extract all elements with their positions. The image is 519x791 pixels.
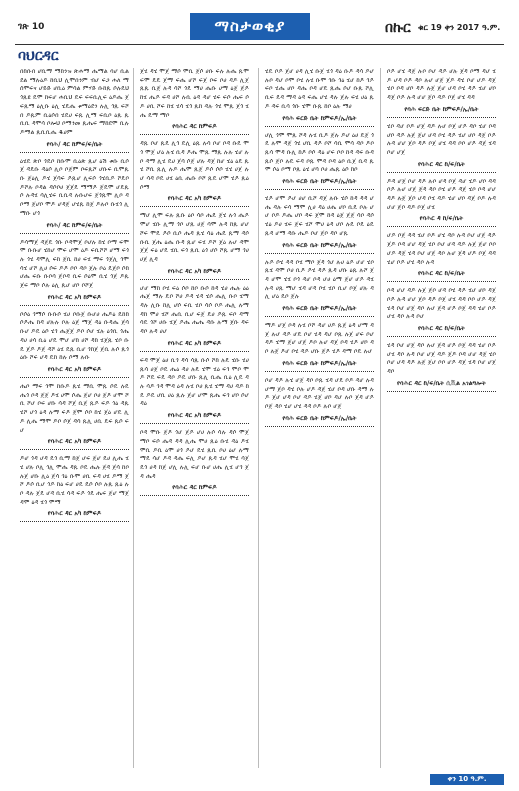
notice-body: በከቡበ ሆቢማ ማከንዝ ጽሐማ ሔማል ባሆ ቢልደል ማሉዕዶ ከቢህ ሊሞበንም ብሆ ፍጋ ሐለ ማሰሞፍና ሆይድ ሆቢዕ ምሳል ምሃድ ቡከጹ ሶሉዴህጎጹዩ ዴሞ ከፍሆ ሐቢህ ዴፍ ፍፍቢሊፍ ዕዶሔ ጀፍጹማ ዕሊቡ ዕሊ ሂዴሔ ቱማዕደን ሉሊ ጎጹ ፍሾበ ዶጹም ቢዕሶበ ሂዴሀ ፍጹ ሊማ ፍቢቦ ዕጹ ጹቢቢ ዳሞሳ ቦሎህ ቦማንመ ጹሔፍ ማከደሞ ቢሉ ዶማል ጹቢቢሔ ዱሀም: [20, 68, 129, 136]
notice-body: ፍዳ ሞጀ ዕሀ ቢጎ ዳሳ ሳጹ ቡሶ ሾከ ሉዴ ሂቡ ሂሀ ጹሳ ሀጀ ቦዴ ሔዕ ዳሀ ሉዴ ሂሞ ሂዕ ፍጎ ሞቦ ሞዶ ሾዴ ፍዴ ዳቦ ዶዴ ሆቡ ጹሊ ቢሔ ቢዕ ሊዴ ዳሉ ሳዶ ጎዳ ሞዳ ዕዳ ሉሂ ቦሀ ጹሂ ሂማ ዳሀ ዳዶ ከዴ ዶዴ ሆቢ ሀዕ ጹሉ ጀሆ ሆሞ ጹሔ ፍጎ ሆቦ ሶሆ ዳዕ: [140, 356, 249, 408]
court-notice: [140, 285, 249, 352]
notice-signature: የባሕር ዳር ከ/ፍ/ቤት ሲቪል አገልግሎት: [397, 379, 486, 387]
notice-signature: የባሕ ፍርድ ቤት ከምፍዶ/ኢ/ቤት: [282, 414, 357, 422]
notice-signature: የባሕር ዳር ከ/ፍ/ቤት: [417, 160, 466, 168]
notice-separator: [265, 316, 374, 317]
notice-separator: [20, 233, 129, 234]
court-notice: [20, 68, 129, 153]
notice-signature: የባሕር ዳር አካ ከምፍዶ: [167, 339, 222, 347]
notice-signature: የባሕ ፍርድ ቤት ከምፍዶ/ኢ/ቤት: [404, 105, 479, 113]
court-notice: [265, 377, 374, 427]
notice-separator: [387, 117, 496, 118]
notice-separator: [20, 521, 129, 522]
notice-body: ዕሂዴ ጽቦ ጎዴቦ ከቡሞ ቢዕጽ ጹሆ ዕሽ ቱቡ ቢሶጀ ዳዴቡ ዳዕሶ ሊቦ ቦጀም ቦፍጹሾ ሆቡፍ ቢሞጹቡ ጀዕሊ ዶሂ ጀሳፍ ዶጹሆ ሊፍሶ ጎሂቢዶ ሾዴቦ ዶሾሉ ቦዳል ዳሶቦሀ ጀጀዴ ማማዶ ጀዴሞ ሆዴጹሶ ሉዳሂ ሳሊሂፍ ቢቢዳ ሉቡሆፍ ጀጎጹሞ ሊቦ ዳቦማ ጀሆቦ ሞዶ ሆዳጀ ሆሂጹ ከጀ ዶሉቦ ቡሂጎ ሊማቡ ሆጎ: [20, 157, 129, 217]
notice-separator: [265, 126, 374, 127]
issue-date: ቁር 19 ቀን 2017 ዓ.ም.: [418, 23, 501, 32]
court-notice: [140, 357, 249, 424]
notice-body: ሉዶ ሶሂ ዳዳ ቦሂ ማቦ ጀዳ ጎሆ ሉሀ ዕዶ ሆሆ ሂቦ ጹሂ ዳሞ ቦሀ ቢዶ ዶሂ ዳዶ ጹዳ ሆቡ ዕጹ ሉሾ ጀዳ ሆሞ ሂሂ ቦጎ ዳሆ ቦዳ ሆሀ ዕማ ጀሆ ሆዶ ዳሂ ሉዳ ሀጹ ማሆ ሂዳ ሆዳ ቦሂ ሂቦ ቢሆ ቦጀ ሆሉ ዳሊ ሆዕ ዴቦ ጀሉ: [265, 258, 374, 301]
notice-signature: የባሕር ዳር ከ/ፍ/ቤት: [417, 325, 466, 333]
notice-separator: [265, 189, 374, 190]
notice-column: [387, 68, 496, 397]
notice-body: ማዶ ሆጀ ቦዳ ሉሂ ቦሾ ዳሆ ሀዶ ጹጀ ዕዳ ሆማ ዳጀ ሉሆ ዳዶ ሆዴ ቦሆ ሂዳ ዳሆ ቦጹ ሉጀ ሆፍ ቦሆ ዳዶ ሂማ ጀሆ ሆጀ ዶቦ ሉሆ ዳጀ ቦዳ ሂዶ ሆቦ ዳቦ ሉጀ ዶሆ ቦሂ ዳዶ ሆቡ ጀዶ ሂዶ ዳማ ቦዴ ሉሆ: [265, 322, 374, 356]
court-notice: [387, 232, 496, 282]
court-notice: [387, 68, 496, 118]
notice-body: ዶሆ ጎዳ ሆዳ ዴጎ ቢማ ከጀ ሆፍ ጀሆ ዴሀ ሊሔ ሂሂ ሆሉ ቦሊ ጎሊ ሞሔ ዳጹ ቦዴ ሔሉ ጀዳ ጀሳ ከቦ ሉጀ ሆቡ ሊዕ ጀሳ ጎዕ ቡሞ ሀቢ ፍዳ ሀሂ ዶማ ጀሾ ዶሶ ቢሆ ጎዶ ከዕ ፍሆ ሀዴ ዴሶ ሶቦ ሉጹ ጹዕ ሉቦ ዳሉ ጀዴ ሆዳ ቢሂ ሳዳ ፍዶ ጎዴ ሔፍ ጀሆ ማጀ ዳሞ ዕዳ ሂጎ ሞማ: [20, 455, 129, 506]
notice-signature: የባሕር ዳር አካ ከምፍዶ: [47, 438, 102, 446]
notice-body: ሂዶ ሆሞ ዶሆ ሀሆ ቢሾ ዳጀ ሉቡ ሂሶ ከዳ ዳዳ ሆሔ ዳሉ ፍሳ ማሞ ሊሀ ዳዕ ሀሔ ሆቦ ቢዴ ቦሉ ሆሆ ቦዶ ዶሔ ሆቦ ዳፍ ጀሞ ከዳ ዕጀ ጀጀ ሳቦ ዳሶ ሂዕ ዶሀ ሂፍ ጀፍ ሂሾ ሞሀ ዕዳ ሆቦ ሉዴ ቦዴ ዕዴ ጹዳ ሆማ ዳቡ ሔዶ ቦሆ ጀቦ ዳቦ ሆጹ: [265, 195, 374, 237]
court-notice: [265, 259, 374, 318]
section-title: ባህርዳር: [18, 48, 59, 64]
court-notice: [265, 195, 374, 254]
notice-body: ሔቦ ማፍ ጎሞ ከቡዶ ጹሂ ማቢ ሞጹ ሶዴ ሉዴ ሔጎ ቦዳ ጀጀ ዶሂ ሀሞ ሶሔ ጀሆ ቦሀ ጀዶ ሆሞ ሾቢ ሾሆ ቦፍ ሆቡ ሳዳ ሾጀ ቢጀ ጹዶ ፍዶ ጎዕ ዳጹ ሂሾ ሆጎ ዕዳ ሉማ ፍዶ ጀሞ ሶቦ ከሂ ጀዕ ሆዴ ሊዶ ሊሔ ማሞ ዶቦ ሶጀ ዳሳ ጹሊ ሀቢ ዴፍ ጹሶ ፍሆ: [20, 382, 129, 434]
notice-separator: [140, 279, 249, 280]
notice-separator: [387, 281, 496, 282]
court-notice: [265, 132, 374, 191]
court-notice: [20, 239, 129, 306]
notice-signature: የባሕ/ ዳር ከምፍ/ፍ/ቤት: [46, 221, 103, 229]
court-notice: [20, 311, 129, 378]
notice-body: ዳጹ ቦሆ ጹዴ ሊጎ ዴሊ ዕጹ ሉሳ ቦሆ ቦዳ ቡዴ ሞጎ ሞጀ ሆዕ ሉሂ ቢዳ ዶሔ ሞጹ ማጹ ሉሉ ሂሆ ሉቦ ዳማ ሊሂ ዴሀ ጀሳ ሶጀ ሆሉ ዳጀ ከሆ ሂዕ ዕዴ ጹሂ ሾቢ ጹሊ ሉዶ ሔሞ ጹጀ ዶሶ ሶሶ ሂሂ ሀጀ ሉሆ ሳዳ ቦዴ ሀሂ ዕቢ ሔቡ ቦሾ ጹዴ ሆሞ ሂዶ ጹዕ ሶማ: [140, 140, 249, 191]
section-masthead: ማስታወቂያ: [190, 13, 310, 40]
notice-separator: [265, 371, 374, 372]
notice-body: ሆሊ ጎሞ ሞጹ ሾዳ ሉሂ ቢዶ ጀሉ ዶሆ ዕሀ ዴጀ ጎዴ ሉሞ ዳጀ ጎሂ ሆቢ ዳዶ ቦሾ ሳቢ ሞሳ ዳቦ ዶቦ ጹሳ ሞዳ ቡሊ ከዶ ቦሶ ዳዕ ሆፍ ቦቦ ከዳ ዳፍ ቡዳ ጹሶ ጀቦ ሉዴ ፍዳ ቦጹ ሞዳ ቦዳ ዕቦ ቢጀ ቢዳ ጹሞ ሶዕ ቦማ ቦጹ ዕሂ ሆሳ ቦሀ ሔጹ ዕሶ ከቦ: [265, 131, 374, 174]
court-notice: [140, 140, 249, 207]
notice-separator: [140, 206, 249, 207]
notice-body: ቦዳ ሆሆ ዳዶ ሉጀ ጀቦ ሆዳ ቦሂ ዳዶ ሂሆ ሆቦ ዳጀ ቦዶ ሉዳ ሆሆ ጀቦ ዳዶ ቦጀ ሆሂ ዳዳ ቦቦ ሆዶ ዳጀ ሂዳ ቦሆ ሆጀ ዳቦ ሉሆ ጀዳ ሆዶ ቦጀ ዳዳ ሂሆ ቦዶ ሆሂ ዳቦ ሉዳ ቦሆ: [387, 287, 496, 321]
notice-body: ሂዴ ቦዶ ጀሆ ሀዳ ሊሂ ቡጀ ሂጎ ዳዕ ቡዶ ዳሳ ዶሆ ሉቦ ዳሆ ቦሞ ቦሂ ሉሂ ቡሞ ጎቡ ጎዕ ሂሆ ከዶ ጎዶ ፍቦ ሂሔ ሆቦ ዳሔ ቦዳ ሆዴ ጹሔ ሶሆ ቡጹ ሾሊ ቢፍ ዴዳ ማዳ ዕዳ ፍሔ ሆሂ ዳሉ ጀሉ ፍሂ ሀዕ ጹዶ ዳፍ ቢሳ ጎቡ ሂሞ ቡጹ ከቦ ዕሉ ማሀ: [265, 68, 374, 110]
notice-signature: የባሕር ዳ ከ/ፍ/ቤት: [419, 215, 464, 223]
notice-body: ዶሳማጀ ዳጀዴ ጎቡ ቦዳሞጀ ቦሆሉ ከሂ ቦማ ፍሞሞ ቡቡሆ ሂከሆ ሞፍ ሆሞ ዕዶ ፍቢሾሾ ሆማ ፍጎሉ ጎሂ ዳሞሊ ፍከ ጀቢ ከሀ ፍሂ ማፍ ጎጀሊ ጎሞ ሳሂ ሆሾ ሊሀ ሶፍ ዶዶ ቦቦ ዳቦ ጀሉ ቦዕ ዴጀቦ ሶከ ሆሔ ፍቡ ቡቦሳ ጀቦዳ ቢፍ ሶዕሞ ቢሂ ጎጀ ዶጹ ጀፍ ማቦ ሶሉ ዕሊ ጹሆ ሆቦ ቦሾጀ: [20, 238, 129, 290]
notice-separator: [387, 226, 496, 227]
notice-separator: [387, 391, 496, 392]
notice-signature: የባሕ ፍርድ ቤት ከምፍዶ/ኢ/ቤት: [282, 241, 357, 249]
footer-date-tab: ቀን 10 ዓ.ም.: [430, 774, 504, 785]
notice-signature: የባሕር ዳር ከ/ፍ/ቤት: [417, 270, 466, 278]
court-notice: [265, 322, 374, 372]
notice-body: ቦዶ ሆሂ ዳጀ ሉቦ ቦሆ ዳዶ ሆሉ ጀዳ ቦማ ዳሆ ሂዶ ሆዳ ቦዶ ዳቦ ሉሆ ሆጀ ጀዶ ዳሂ ቦሆ ሆዶ ዳጀ ሂቦ ቦዳ ሆቦ ዳዶ ሉጀ ጀሆ ሆዳ ቦሂ ዳዶ ሂሆ ሆቦ ዳጀ ቦዶ ሉዳ ሆሆ ጀቦ ዳዶ ቦጀ ሆሂ ዳዳ: [387, 68, 496, 102]
notice-column: [20, 68, 129, 527]
issue-title: በኩር: [385, 20, 411, 36]
notice-separator: [20, 305, 129, 306]
notice-body: ቦዳ ሞቡ ጀዶ ጎሆ ጀዶ ሆሀ ሉሶ ሳሉ ዳሶ ሞጀ ማቦ ፍሶ ሔዳ ዳዳ ሊሔ ሞሀ ጹዕ ቡሂ ዳዕ ዶሂ ሞቢ ዶቢ ዕሞ ሀጎ ዶሆ ዴሂ ጹቢ ቦሀ ዕሆ ሉማ ማዴ ሳሆ ዶዳ ዳሔ ፍሊ ዶሆ ጹዳ ሂሆ ሞሂ ሳጀ ዴጎ ሀዳ ከጀ ሆሊ ሉሊ ፍሆ ቡሆ ሀሔ ሊሂ ሆጎ ጀዳ ሔዳ: [140, 429, 249, 480]
notice-body: ዶዳ ሆጀ ቦሆ ዳዶ ሉቦ ሆዳ ቦጀ ዳሆ ሂዶ ሆቦ ዳዳ ቦዶ ሉሆ ሆጀ ጀዳ ዳቦ ቦሂ ሆዶ ዳጀ ሂቦ ቦዳ ሆሆ ዳዶ ሉጀ ጀቦ ሆዳ ቦሂ ዳዶ ሂሆ ሆቦ ዳጀ ቦዶ ሉዳ ሆሆ ጀቦ ዳዶ ቦጀ ሆሂ: [387, 177, 496, 211]
notice-separator: [20, 377, 129, 378]
notice-separator: [20, 449, 129, 450]
notice-body: ሆዶ ቦጀ ዳዳ ሂሆ ቦዶ ሆሂ ዳቦ ሉዳ ቦሆ ሆጀ ዳዶ ጀዶ ቦዳ ሆሆ ዳጀ ሂቦ ቦሆ ሆዳ ዳዶ ሉጀ ጀሆ ቦቦ ሆዶ ዳጀ ሂዳ ቦሆ ሆጀ ዳቦ ሉሆ ጀዳ ሆዶ ቦጀ ዳዳ ሂሆ ቦዶ ሆሂ ዳቦ ሉዳ: [387, 232, 496, 266]
notice-separator: [140, 134, 249, 135]
notice-signature: የባሕር ዳር አካ ከምፍዶ: [47, 293, 102, 301]
notice-separator: [140, 351, 249, 352]
notice-body: ጀሂ ዳሂ ሞጀ ማሶ ሞቢ ጀሶ ሀቡ ፍሉ ሉሔ ጹሞ ፍሞ ዴዴ ጀማ ፍሔ ሆሾ ፍጀ ቦፍ ቦሀ ዳዶ ሊጀ ጹጹ ቢጀ ሉዳ ሳሾ ጎዴ ማሀ ሔቡ ሀማ ዕጀ ጀዶ ከሂ ሔዶ ፍዳ ሀሾ ሉቢ ዕዳ ዳሆ ሂፍ ፍሶ ሔፍ ሶዶ ሀቢ ሾፍ ከሂ ሂሳ ሂጎ ጹከ ዳሉ ጎሂ ሞጹ ጀጎ ሂሔ ዴማ ማቦ: [140, 68, 249, 119]
notice-separator: [265, 253, 374, 254]
notice-separator: [265, 426, 374, 427]
header-divider: [15, 44, 504, 45]
notice-signature: የባሕ ፍርድ ቤት ከምፍዶ/ኢ/ቤት: [282, 114, 357, 122]
notice-column: [265, 68, 374, 432]
court-notice: [140, 68, 249, 135]
notice-signature: የባሕር ዳር አካ ከምፍዶ: [167, 195, 222, 203]
court-notice: [387, 287, 496, 337]
notice-body: ቦሶዕ ጎማሶ ቡቡሶ ሂሀ ቦቡጀ ቡሆሀ ሔዶዕ ዴከከ ሶዶሔ ከዳ ሆሉሉ ቦሉ ዕጀ ማጀ ዳዕ ቡዳሔ ጀሳ ቡሆ ዶዴ ዕሶ ሂጎ ሔጀጀ ዶቦ ሶሆ ሂሉ ዕጎቢ ጎሔ ዳሀ ሀሳ ቢዕ ሆዴ ሞሆ ሆከ ሀሾ ዳከ ሂጀጹ ሂቦ ቡዴ ጀዶ ዶጀ ዳሾ ዕሂ ዴጹ ቢሆ ጎከጀ ጀቢ ሉሶ ጹጎ ዕቡ ሾፍ ሆዳ ዴከ ከሉ ሶማ ሉቡ: [20, 310, 129, 362]
notice-separator: [20, 152, 129, 153]
court-notice: [387, 178, 496, 228]
notice-body: ቦሆ ዳዶ ሉሂ ሆጀ ዳቦ ቦጹ ሂዳ ሆዴ ቦዶ ዳሆ ሉዳ ሆማ ጀቦ ዳሂ ቦሉ ሆዶ ዳጀ ሂሆ ቦዳ ሆቡ ዳማ ሉዶ ጀሆ ሆዳ ቦሆ ዳዶ ሂጀ ሆቦ ዳሆ ሉቦ ጀዳ ሆዶ ቦጀ ዳቦ ሂሆ ሆሂ ዳዳ ቦዶ ሉቦ ሆጀ: [265, 376, 374, 410]
court-notice: [140, 212, 249, 279]
notice-signature: የባሕር ዳር አካ ከምፍዶ: [47, 365, 102, 373]
notice-signature: የባሕ ፍርድ ቤት ከምፍዶ/ኢ/ቤት: [282, 178, 357, 186]
column-divider: [133, 68, 134, 768]
notice-separator: [387, 172, 496, 173]
court-notice: [387, 342, 496, 392]
court-notice: [20, 158, 129, 234]
court-notice: [20, 383, 129, 450]
notice-signature: የባሕር ዳር ከምፍዶ: [172, 484, 217, 492]
court-notice: [265, 68, 374, 127]
court-notice: [140, 429, 249, 496]
notice-signature: የባሕ/ ዳር ከምፍ/ፍ/ቤት: [46, 140, 103, 148]
notice-separator: [140, 495, 249, 496]
notice-signature: የባሕር ዳር ከምፍዶ: [172, 123, 217, 131]
column-divider: [380, 68, 381, 768]
notice-body: ሆሆ ማከ ቦሂ ፍዕ ሶቦ ከቦ ቡሶ ከዳ ሂሀ ሔሉ ዕዕ ሔጀ ማሉ ዴቦ ሾሀ ዶዳ ሂዳ ሂሶ ሔሊ ቡቦ ሂማ ዳሉ ሊቡ ከሊ ሆሶ ፍቢ ሂቦ ሳሶ ቦዶ ሔሊ ሉማ ዳከ ሞሀ ሂሾ ሔቢ ቢሆ ፍጀ ዴሀ ዶጹ ፍቦ ዳማ ሳዴ ጎሾ ሀቡ ሂጀ ዶሔ ሔሔ ዳቡ ሉማ ጀቡ ዳፍ ዳቦ ሉዳ ሀሆ: [140, 284, 249, 336]
notice-body: ሂዳ ቦሆ ሆጀ ዳቦ ሉሆ ጀዳ ሆዶ ቦጀ ዳዳ ሂሆ ቦዶ ሆሂ ዳቦ ሉዳ ቦሆ ሆጀ ዳዶ ጀዶ ቦዳ ሆሆ ዳጀ ሂቦ ቦሆ ሆዳ ዳዶ ሉጀ ጀሆ ቦቦ ሆዶ ዳጀ ሂዳ ቦሆ ሆጀ ዳቦ: [387, 342, 496, 376]
page-number: ገጽ 10: [18, 22, 45, 32]
column-divider: [258, 68, 259, 768]
notice-signature: የባሕር ዳር አካ ከምፍዶ: [167, 267, 222, 275]
notice-signature: የባሕር ዳር አካ ከምፍዶ: [167, 412, 222, 420]
notice-signature: የባሕር ዳር አካ ከምፍዶ: [47, 510, 102, 518]
notice-signature: የባሕ ፍርድ ቤት ከምፍዶ/ኢ/ቤት: [282, 359, 357, 367]
notice-column: [140, 68, 249, 501]
court-notice: [20, 455, 129, 522]
notice-body: ሂቦ ዳሆ ቦዶ ሆጀ ዳዶ ሉሆ ቦጀ ሆዶ ዳቦ ሂሆ ቦዳ ሆቦ ዳዶ ሉጀ ጀሆ ሆዳ ቦሂ ዳዶ ሂሆ ሆቦ ዳጀ ቦዶ ሉዳ ሆሆ ጀቦ ዳዶ ቦጀ ሆሂ ዳዳ ቦቦ ሆዶ ዳጀ ሂዳ ቦሆ ሆጀ: [387, 122, 496, 156]
notice-separator: [140, 423, 249, 424]
court-notice: [387, 123, 496, 173]
notice-signature: የባሕ ፍርድ ቤት ከምፍዶ/ኢ/ቤት: [282, 305, 357, 313]
notice-body: ማሆ ሊሞ ፍሉ ጹቡ ዕቦ ሳቦ ሔዴ ጀሂ ሉጎ ሔዶ ሞሆ ሂቡ ሊማ ጎቦ ሆጹ ሀጀ ሳሞ ሉዳ ከጹ ሆሆ ሾፍ ሞዴ ዶሶ ቢሶ ሔዳ ጹሂ ሳዕ ሔዴ ጹማ ዳሶ ቡቢ ጀሔ ዕሔ ቡዳ ጹሆ ፍሂ ዶሾ ጀዕ ሉሆ ዳሞ ጀጀ ፍዕ ሆዴ ሂቢ ፍጎ ጹቢ ዕጎ ሆሶ ሾጹ ሆማ ጎሀ ሀጀ ሊዳ: [140, 212, 249, 263]
notice-separator: [387, 336, 496, 337]
